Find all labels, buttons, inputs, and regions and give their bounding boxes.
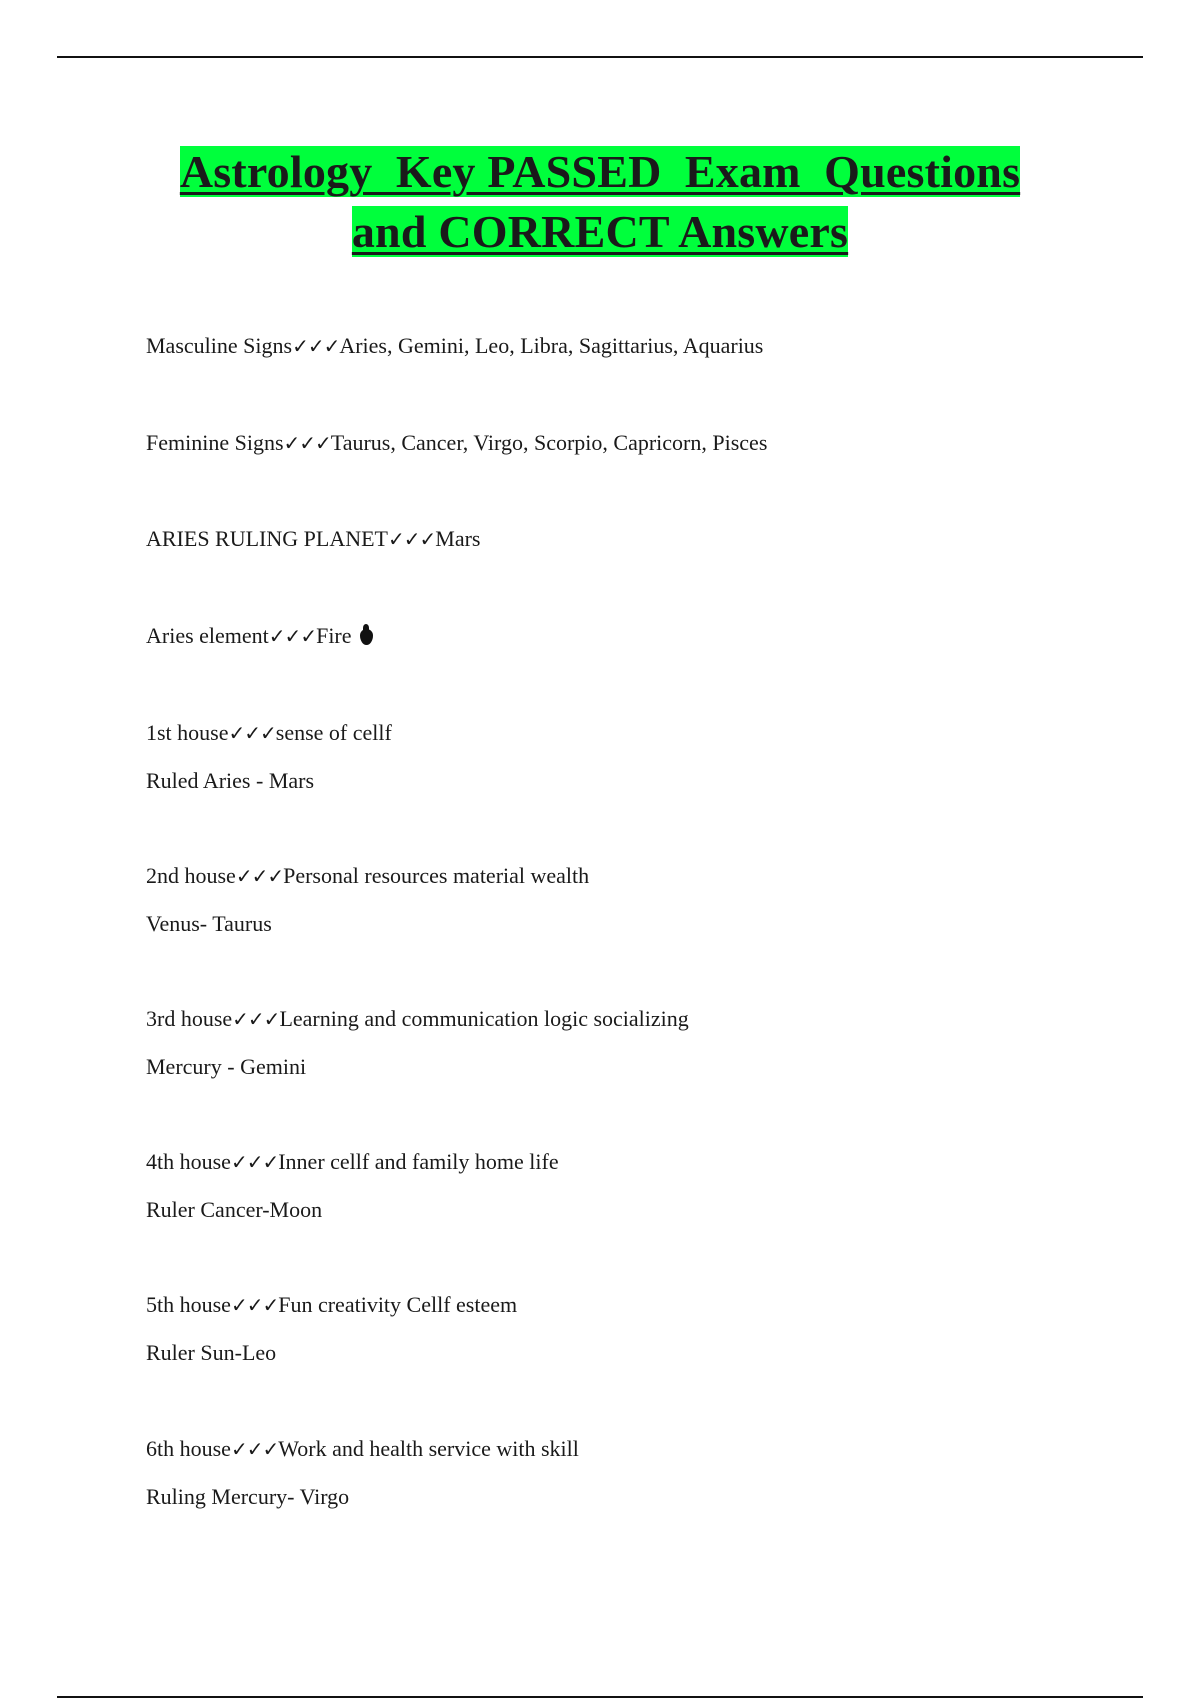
check-marks: ✓✓✓ [235,864,284,888]
question: 6th house [146,1436,231,1461]
fire-drop-icon [360,629,373,645]
question: 3rd house [146,1006,233,1031]
check-marks: ✓✓✓ [283,431,331,455]
qa-item-aries-element [146,622,373,650]
qa-item-3rd-house [146,1005,689,1081]
answer: Learning and communication logic socializing [279,1006,689,1031]
detail: Ruling Mercury- Virgo [146,1484,350,1509]
answer: Aries, Gemini, Leo, Libra, Sagittarius, Aquarius [339,333,764,358]
question: Masculine Signs [146,333,293,358]
answer: Fun creativity Cellf esteem [278,1292,518,1317]
qa-item-feminine-signs [146,429,767,457]
check-marks: ✓✓✓ [388,527,436,551]
qa-item-6th-house [146,1435,579,1511]
qa-item-4th-house [146,1148,559,1224]
question: 1st house [146,720,229,745]
question: 4th house [146,1149,231,1174]
detail: Ruler Cancer-Moon [146,1197,323,1222]
answer: Work and health service with skill [278,1436,579,1461]
title-line-1: Astrology Key PASSED Exam Questions [179,146,1021,197]
answer: Mars [435,526,481,551]
qa-item-5th-house [146,1291,517,1367]
answer: Taurus, Cancer, Virgo, Scorpio, Capricorn, Pisces [330,430,768,455]
check-marks: ✓✓✓ [268,624,317,648]
detail: Mercury - Gemini [146,1054,307,1079]
check-marks: ✓✓✓ [230,1150,279,1174]
check-marks: ✓✓✓ [228,721,276,745]
top-rule [57,56,1143,58]
check-marks: ✓✓✓ [292,334,340,358]
qa-item-masculine-signs [146,332,763,360]
title-line-2: and CORRECT Answers [351,206,849,257]
question: Aries element [146,623,269,648]
detail: Ruled Aries - Mars [146,768,315,793]
check-marks: ✓✓✓ [230,1437,279,1461]
answer: Personal resources material wealth [283,863,590,888]
qa-item-2nd-house [146,862,589,938]
question: 5th house [146,1292,231,1317]
check-marks: ✓✓✓ [230,1293,279,1317]
bottom-rule [57,1696,1143,1698]
question: Feminine Signs [146,430,284,455]
question: 2nd house [146,863,236,888]
detail: Ruler Sun-Leo [146,1340,277,1365]
question: ARIES RULING PLANET [146,526,388,551]
qa-item-1st-house [146,719,392,795]
answer: Inner cellf and family home life [278,1149,559,1174]
qa-item-aries-ruling-planet [146,525,481,553]
answer: Fire [316,623,352,648]
answer: sense of cellf [275,720,392,745]
detail: Venus- Taurus [146,911,272,936]
document-title [100,142,1100,262]
check-marks: ✓✓✓ [232,1007,280,1031]
